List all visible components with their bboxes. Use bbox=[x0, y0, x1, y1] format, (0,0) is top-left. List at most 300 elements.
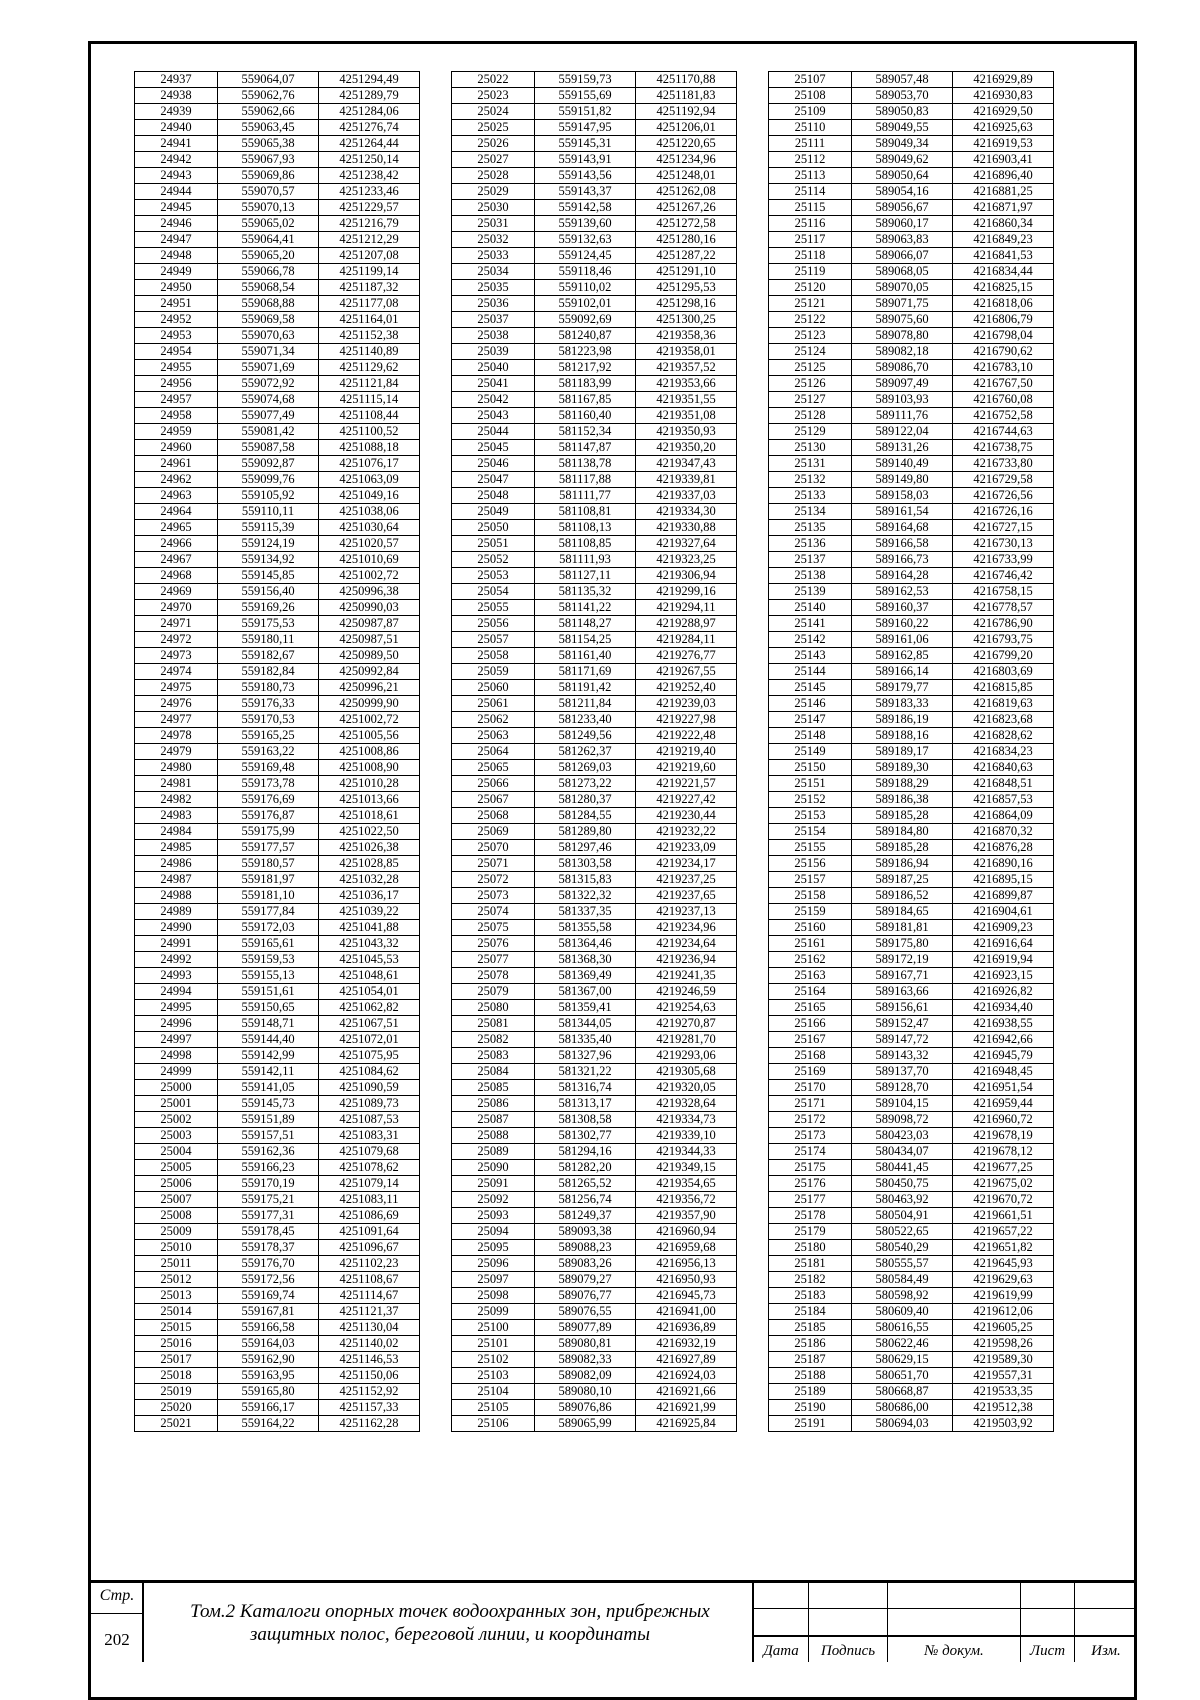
coord-x: 581313,17 bbox=[535, 1096, 636, 1112]
table-row bbox=[452, 232, 737, 248]
table-row bbox=[452, 360, 737, 376]
coord-x: 581335,40 bbox=[535, 1032, 636, 1048]
coord-y: 4219357,90 bbox=[636, 1208, 737, 1224]
coord-x: 559065,20 bbox=[218, 248, 319, 264]
coord-y: 4250996,21 bbox=[319, 680, 420, 696]
point-number: 25191 bbox=[769, 1416, 852, 1432]
coord-x: 559159,53 bbox=[218, 952, 319, 968]
point-number: 25125 bbox=[769, 360, 852, 376]
table-row bbox=[452, 856, 737, 872]
coord-y: 4216871,97 bbox=[953, 200, 1054, 216]
point-number: 24946 bbox=[135, 216, 218, 232]
coord-x: 559069,58 bbox=[218, 312, 319, 328]
coord-y: 4219354,65 bbox=[636, 1176, 737, 1192]
point-number: 25014 bbox=[135, 1304, 218, 1320]
table-row bbox=[135, 1400, 420, 1416]
coord-x: 589189,30 bbox=[852, 760, 953, 776]
table-row bbox=[769, 488, 1054, 504]
table-row bbox=[135, 456, 420, 472]
coord-y: 4219347,43 bbox=[636, 456, 737, 472]
coord-y: 4216727,15 bbox=[953, 520, 1054, 536]
table-row bbox=[135, 504, 420, 520]
table-row bbox=[769, 760, 1054, 776]
coord-x: 581108,13 bbox=[535, 520, 636, 536]
coord-y: 4219323,25 bbox=[636, 552, 737, 568]
table-row bbox=[769, 776, 1054, 792]
coord-x: 559071,34 bbox=[218, 344, 319, 360]
page-label: Стр. bbox=[99, 1587, 135, 1604]
point-number: 25050 bbox=[452, 520, 535, 536]
table-row bbox=[135, 520, 420, 536]
coord-y: 4219678,19 bbox=[953, 1128, 1054, 1144]
coord-x: 559144,40 bbox=[218, 1032, 319, 1048]
coord-y: 4216942,66 bbox=[953, 1032, 1054, 1048]
coord-x: 589054,16 bbox=[852, 184, 953, 200]
point-number: 25108 bbox=[769, 88, 852, 104]
point-number: 25171 bbox=[769, 1096, 852, 1112]
table-row bbox=[769, 1208, 1054, 1224]
coord-x: 589103,93 bbox=[852, 392, 953, 408]
coord-y: 4251108,67 bbox=[319, 1272, 420, 1288]
point-number: 25040 bbox=[452, 360, 535, 376]
point-number: 25093 bbox=[452, 1208, 535, 1224]
point-number: 24956 bbox=[135, 376, 218, 392]
table-row bbox=[769, 1336, 1054, 1352]
point-number: 24995 bbox=[135, 1000, 218, 1016]
coord-y: 4216730,13 bbox=[953, 536, 1054, 552]
table-row bbox=[452, 1000, 737, 1016]
table-row bbox=[452, 104, 737, 120]
table-row bbox=[769, 904, 1054, 920]
coord-x: 589161,06 bbox=[852, 632, 953, 648]
point-number: 25139 bbox=[769, 584, 852, 600]
coord-y: 4251075,95 bbox=[319, 1048, 420, 1064]
coord-y: 4216726,56 bbox=[953, 488, 1054, 504]
table-row bbox=[135, 760, 420, 776]
coord-y: 4216916,64 bbox=[953, 936, 1054, 952]
point-number: 25084 bbox=[452, 1064, 535, 1080]
point-number: 25038 bbox=[452, 328, 535, 344]
coord-x: 580434,07 bbox=[852, 1144, 953, 1160]
point-number: 24979 bbox=[135, 744, 218, 760]
coord-x: 559181,97 bbox=[218, 872, 319, 888]
coord-x: 589078,80 bbox=[852, 328, 953, 344]
coord-x: 580540,29 bbox=[852, 1240, 953, 1256]
table-row bbox=[769, 360, 1054, 376]
coord-x: 581294,16 bbox=[535, 1144, 636, 1160]
table-row bbox=[452, 1128, 737, 1144]
coord-y: 4251129,62 bbox=[319, 360, 420, 376]
table-row bbox=[452, 904, 737, 920]
coord-x: 589140,49 bbox=[852, 456, 953, 472]
coord-y: 4219598,26 bbox=[953, 1336, 1054, 1352]
coord-x: 589181,81 bbox=[852, 920, 953, 936]
point-number: 25105 bbox=[452, 1400, 535, 1416]
point-number: 25055 bbox=[452, 600, 535, 616]
coord-y: 4251072,01 bbox=[319, 1032, 420, 1048]
table-row bbox=[452, 1224, 737, 1240]
coord-x: 559165,80 bbox=[218, 1384, 319, 1400]
point-number: 24989 bbox=[135, 904, 218, 920]
coord-x: 589167,71 bbox=[852, 968, 953, 984]
coord-y: 4216848,51 bbox=[953, 776, 1054, 792]
coord-y: 4219254,63 bbox=[636, 1000, 737, 1016]
coord-x: 589111,76 bbox=[852, 408, 953, 424]
table-row bbox=[452, 840, 737, 856]
point-number: 25132 bbox=[769, 472, 852, 488]
table-row bbox=[452, 1144, 737, 1160]
stamp-label-doc-number: № докум. bbox=[924, 1643, 984, 1659]
coord-y: 4216936,89 bbox=[636, 1320, 737, 1336]
table-row bbox=[135, 552, 420, 568]
coord-x: 559145,31 bbox=[535, 136, 636, 152]
table-row bbox=[135, 776, 420, 792]
coord-x: 581282,20 bbox=[535, 1160, 636, 1176]
coord-x: 580441,45 bbox=[852, 1160, 953, 1176]
table-row bbox=[452, 344, 737, 360]
coord-x: 589179,77 bbox=[852, 680, 953, 696]
coord-y: 4251152,92 bbox=[319, 1384, 420, 1400]
coord-x: 559182,84 bbox=[218, 664, 319, 680]
point-number: 25032 bbox=[452, 232, 535, 248]
point-number: 24957 bbox=[135, 392, 218, 408]
point-number: 25007 bbox=[135, 1192, 218, 1208]
table-row bbox=[769, 392, 1054, 408]
coord-x: 589065,99 bbox=[535, 1416, 636, 1432]
table-row bbox=[769, 1256, 1054, 1272]
coord-y: 4251152,38 bbox=[319, 328, 420, 344]
table-row bbox=[769, 536, 1054, 552]
table-row bbox=[452, 1160, 737, 1176]
point-number: 25157 bbox=[769, 872, 852, 888]
coord-x: 581167,85 bbox=[535, 392, 636, 408]
table-row bbox=[452, 184, 737, 200]
point-number: 25071 bbox=[452, 856, 535, 872]
point-number: 25020 bbox=[135, 1400, 218, 1416]
coord-x: 559169,48 bbox=[218, 760, 319, 776]
point-number: 24982 bbox=[135, 792, 218, 808]
coord-y: 4216938,55 bbox=[953, 1016, 1054, 1032]
table-row bbox=[452, 1288, 737, 1304]
table-row bbox=[769, 200, 1054, 216]
point-number: 25081 bbox=[452, 1016, 535, 1032]
point-number: 24950 bbox=[135, 280, 218, 296]
coord-y: 4251207,08 bbox=[319, 248, 420, 264]
table-row bbox=[135, 632, 420, 648]
table-row bbox=[452, 968, 737, 984]
coord-y: 4216825,15 bbox=[953, 280, 1054, 296]
coord-y: 4216904,61 bbox=[953, 904, 1054, 920]
point-number: 25092 bbox=[452, 1192, 535, 1208]
coord-x: 589164,68 bbox=[852, 520, 953, 536]
point-number: 24997 bbox=[135, 1032, 218, 1048]
coord-y: 4216806,79 bbox=[953, 312, 1054, 328]
point-number: 24972 bbox=[135, 632, 218, 648]
coord-y: 4251022,50 bbox=[319, 824, 420, 840]
table-row bbox=[135, 696, 420, 712]
point-number: 25172 bbox=[769, 1112, 852, 1128]
coord-y: 4216729,58 bbox=[953, 472, 1054, 488]
point-number: 25089 bbox=[452, 1144, 535, 1160]
coord-y: 4216925,63 bbox=[953, 120, 1054, 136]
point-number: 25059 bbox=[452, 664, 535, 680]
coord-x: 559155,69 bbox=[535, 88, 636, 104]
coord-y: 4251036,17 bbox=[319, 888, 420, 904]
point-number: 25135 bbox=[769, 520, 852, 536]
coord-y: 4219350,93 bbox=[636, 424, 737, 440]
point-number: 25174 bbox=[769, 1144, 852, 1160]
point-number: 25175 bbox=[769, 1160, 852, 1176]
table-row bbox=[769, 888, 1054, 904]
table-row bbox=[135, 984, 420, 1000]
point-number: 25179 bbox=[769, 1224, 852, 1240]
coord-x: 559143,37 bbox=[535, 184, 636, 200]
point-number: 24991 bbox=[135, 936, 218, 952]
coord-y: 4251088,18 bbox=[319, 440, 420, 456]
coord-x: 580522,65 bbox=[852, 1224, 953, 1240]
coord-y: 4251010,69 bbox=[319, 552, 420, 568]
point-number: 24945 bbox=[135, 200, 218, 216]
point-number: 25115 bbox=[769, 200, 852, 216]
coord-x: 559163,22 bbox=[218, 744, 319, 760]
coord-x: 581355,58 bbox=[535, 920, 636, 936]
coord-y: 4251181,83 bbox=[636, 88, 737, 104]
point-number: 25079 bbox=[452, 984, 535, 1000]
coord-x: 581127,11 bbox=[535, 568, 636, 584]
point-number: 24951 bbox=[135, 296, 218, 312]
coord-y: 4216890,16 bbox=[953, 856, 1054, 872]
table-row bbox=[769, 1272, 1054, 1288]
point-number: 25031 bbox=[452, 216, 535, 232]
point-number: 25030 bbox=[452, 200, 535, 216]
table-row bbox=[452, 552, 737, 568]
coord-x: 559124,19 bbox=[218, 536, 319, 552]
coord-x: 559182,67 bbox=[218, 648, 319, 664]
coord-y: 4251157,33 bbox=[319, 1400, 420, 1416]
table-row bbox=[769, 616, 1054, 632]
coord-y: 4219356,72 bbox=[636, 1192, 737, 1208]
coord-y: 4219657,22 bbox=[953, 1224, 1054, 1240]
point-number: 24964 bbox=[135, 504, 218, 520]
point-number: 25095 bbox=[452, 1240, 535, 1256]
coord-x: 589075,60 bbox=[852, 312, 953, 328]
coord-y: 4219267,55 bbox=[636, 664, 737, 680]
title-block bbox=[88, 1580, 1137, 1662]
table-row bbox=[452, 312, 737, 328]
table-row bbox=[769, 1400, 1054, 1416]
point-number: 25187 bbox=[769, 1352, 852, 1368]
coord-x: 581171,69 bbox=[535, 664, 636, 680]
coord-x: 559074,68 bbox=[218, 392, 319, 408]
point-number: 25039 bbox=[452, 344, 535, 360]
coord-x: 581223,98 bbox=[535, 344, 636, 360]
coord-y: 4216930,83 bbox=[953, 88, 1054, 104]
coord-y: 4216860,34 bbox=[953, 216, 1054, 232]
point-number: 24978 bbox=[135, 728, 218, 744]
coord-y: 4251229,57 bbox=[319, 200, 420, 216]
coord-x: 589098,72 bbox=[852, 1112, 953, 1128]
coord-y: 4219288,97 bbox=[636, 616, 737, 632]
coord-y: 4219236,94 bbox=[636, 952, 737, 968]
coord-x: 559070,63 bbox=[218, 328, 319, 344]
point-number: 24961 bbox=[135, 456, 218, 472]
coord-x: 559077,49 bbox=[218, 408, 319, 424]
table-row bbox=[135, 72, 420, 88]
table-row bbox=[769, 120, 1054, 136]
table-row bbox=[769, 664, 1054, 680]
coord-y: 4251212,29 bbox=[319, 232, 420, 248]
coord-y: 4251108,44 bbox=[319, 408, 420, 424]
coord-x: 559163,95 bbox=[218, 1368, 319, 1384]
coord-y: 4216956,13 bbox=[636, 1256, 737, 1272]
point-number: 25122 bbox=[769, 312, 852, 328]
coord-y: 4216951,54 bbox=[953, 1080, 1054, 1096]
coord-x: 559065,38 bbox=[218, 136, 319, 152]
coord-y: 4251300,25 bbox=[636, 312, 737, 328]
coord-y: 4251084,62 bbox=[319, 1064, 420, 1080]
point-number: 25168 bbox=[769, 1048, 852, 1064]
point-number: 25047 bbox=[452, 472, 535, 488]
coord-x: 581316,74 bbox=[535, 1080, 636, 1096]
point-number: 25045 bbox=[452, 440, 535, 456]
coord-x: 589086,70 bbox=[852, 360, 953, 376]
coord-y: 4251146,53 bbox=[319, 1352, 420, 1368]
coord-y: 4216909,23 bbox=[953, 920, 1054, 936]
point-number: 25152 bbox=[769, 792, 852, 808]
coord-y: 4251289,79 bbox=[319, 88, 420, 104]
table-row bbox=[769, 632, 1054, 648]
coord-x: 581308,58 bbox=[535, 1112, 636, 1128]
table-row bbox=[769, 1048, 1054, 1064]
coord-x: 589188,16 bbox=[852, 728, 953, 744]
coord-y: 4216746,42 bbox=[953, 568, 1054, 584]
table-row bbox=[769, 984, 1054, 1000]
point-number: 25141 bbox=[769, 616, 852, 632]
table-row bbox=[769, 712, 1054, 728]
table-row bbox=[769, 1352, 1054, 1368]
point-number: 25041 bbox=[452, 376, 535, 392]
point-number: 25015 bbox=[135, 1320, 218, 1336]
coord-y: 4216921,66 bbox=[636, 1384, 737, 1400]
coord-y: 4250992,84 bbox=[319, 664, 420, 680]
coord-y: 4219533,35 bbox=[953, 1384, 1054, 1400]
table-row bbox=[769, 1000, 1054, 1016]
table-row bbox=[769, 232, 1054, 248]
coord-x: 581108,81 bbox=[535, 504, 636, 520]
coord-y: 4216926,82 bbox=[953, 984, 1054, 1000]
point-number: 24974 bbox=[135, 664, 218, 680]
point-number: 25096 bbox=[452, 1256, 535, 1272]
coord-x: 589160,22 bbox=[852, 616, 953, 632]
coord-x: 559134,92 bbox=[218, 552, 319, 568]
table-row bbox=[135, 1384, 420, 1400]
point-number: 24970 bbox=[135, 600, 218, 616]
table-row bbox=[135, 680, 420, 696]
point-number: 25104 bbox=[452, 1384, 535, 1400]
table-row bbox=[452, 1320, 737, 1336]
point-number: 25182 bbox=[769, 1272, 852, 1288]
point-number: 25144 bbox=[769, 664, 852, 680]
coord-x: 589063,83 bbox=[852, 232, 953, 248]
point-number: 24977 bbox=[135, 712, 218, 728]
coord-y: 4219661,51 bbox=[953, 1208, 1054, 1224]
table-row bbox=[452, 584, 737, 600]
point-number: 24958 bbox=[135, 408, 218, 424]
coord-x: 580584,49 bbox=[852, 1272, 953, 1288]
coord-y: 4219227,42 bbox=[636, 792, 737, 808]
coord-y: 4251032,28 bbox=[319, 872, 420, 888]
coord-x: 589049,55 bbox=[852, 120, 953, 136]
point-number: 25185 bbox=[769, 1320, 852, 1336]
table-row bbox=[135, 296, 420, 312]
coord-x: 581321,22 bbox=[535, 1064, 636, 1080]
coord-y: 4216793,75 bbox=[953, 632, 1054, 648]
table-row bbox=[769, 1320, 1054, 1336]
table-row bbox=[452, 1032, 737, 1048]
coord-x: 589080,81 bbox=[535, 1336, 636, 1352]
coord-y: 4216799,20 bbox=[953, 648, 1054, 664]
coord-x: 589163,66 bbox=[852, 984, 953, 1000]
coord-y: 4251083,11 bbox=[319, 1192, 420, 1208]
point-number: 25077 bbox=[452, 952, 535, 968]
coord-x: 580651,70 bbox=[852, 1368, 953, 1384]
coord-x: 589083,26 bbox=[535, 1256, 636, 1272]
table-row bbox=[135, 1016, 420, 1032]
point-number: 25117 bbox=[769, 232, 852, 248]
point-number: 25160 bbox=[769, 920, 852, 936]
point-number: 25075 bbox=[452, 920, 535, 936]
coord-x: 581108,85 bbox=[535, 536, 636, 552]
point-number: 24992 bbox=[135, 952, 218, 968]
coord-y: 4219334,73 bbox=[636, 1112, 737, 1128]
point-number: 25165 bbox=[769, 1000, 852, 1016]
coord-x: 581322,32 bbox=[535, 888, 636, 904]
coord-y: 4251091,64 bbox=[319, 1224, 420, 1240]
table-row bbox=[135, 744, 420, 760]
coord-y: 4216790,62 bbox=[953, 344, 1054, 360]
coord-y: 4219281,70 bbox=[636, 1032, 737, 1048]
coord-x: 581217,92 bbox=[535, 360, 636, 376]
point-number: 24971 bbox=[135, 616, 218, 632]
point-number: 25101 bbox=[452, 1336, 535, 1352]
coord-x: 559139,60 bbox=[535, 216, 636, 232]
coord-y: 4216834,44 bbox=[953, 264, 1054, 280]
coord-y: 4216924,03 bbox=[636, 1368, 737, 1384]
table-row bbox=[769, 568, 1054, 584]
point-number: 25133 bbox=[769, 488, 852, 504]
table-row bbox=[135, 248, 420, 264]
table-row bbox=[769, 1032, 1054, 1048]
table-row bbox=[135, 1352, 420, 1368]
point-number: 25167 bbox=[769, 1032, 852, 1048]
table-row bbox=[135, 488, 420, 504]
coord-x: 589128,70 bbox=[852, 1080, 953, 1096]
coord-x: 581211,84 bbox=[535, 696, 636, 712]
table-row bbox=[769, 952, 1054, 968]
point-number: 25134 bbox=[769, 504, 852, 520]
coord-y: 4216803,69 bbox=[953, 664, 1054, 680]
point-number: 24953 bbox=[135, 328, 218, 344]
coord-x: 559166,58 bbox=[218, 1320, 319, 1336]
coord-x: 559143,56 bbox=[535, 168, 636, 184]
table-row bbox=[452, 376, 737, 392]
point-number: 24980 bbox=[135, 760, 218, 776]
point-number: 25124 bbox=[769, 344, 852, 360]
point-number: 24939 bbox=[135, 104, 218, 120]
point-number: 25000 bbox=[135, 1080, 218, 1096]
coord-x: 580555,57 bbox=[852, 1256, 953, 1272]
table-row bbox=[135, 952, 420, 968]
